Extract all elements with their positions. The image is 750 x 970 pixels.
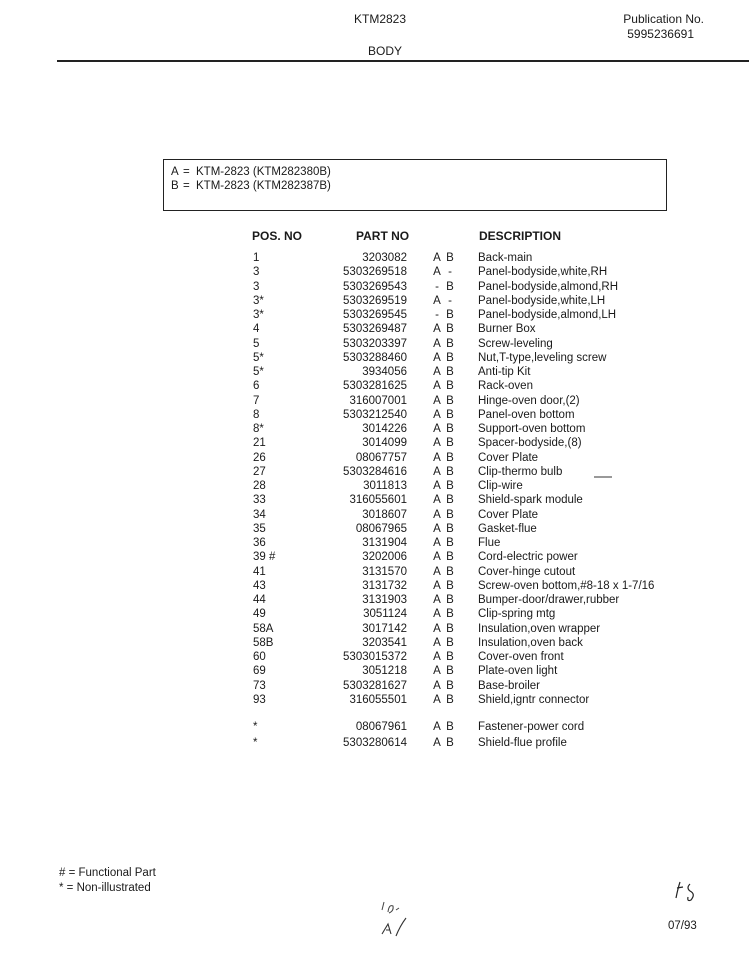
part-number: 316007001: [349, 394, 407, 407]
part-pos-number: 41: [253, 565, 266, 578]
part-description: Panel-bodyside,almond,LH: [478, 309, 617, 321]
legend-text: KTM-2823 (KTM282387B): [196, 180, 331, 192]
part-number: 3014099: [362, 437, 407, 450]
model-a-mark: A: [433, 551, 441, 564]
part-description: Screw-leveling: [478, 337, 553, 350]
part-pos-number: 73: [253, 679, 266, 692]
part-description: Back-main: [478, 252, 533, 264]
part-row: [0, 493, 750, 507]
part-number: 3017142: [362, 622, 407, 635]
model-a-mark: A: [433, 451, 441, 464]
part-description: Panel-bodyside,almond,RH: [478, 280, 618, 293]
part-number: 3051124: [363, 608, 407, 621]
model-a-mark: A: [433, 294, 441, 307]
part-number: 3202006: [362, 551, 407, 564]
model-a-mark: A: [433, 665, 441, 678]
model-b-mark: B: [446, 451, 454, 464]
model-a-mark: A: [433, 480, 441, 492]
part-pos-number: 3*: [253, 309, 264, 321]
part-description: Clip-thermo bulb: [478, 465, 563, 478]
part-pos-number: 7: [253, 394, 260, 407]
part-description: Nut,T-type,leveling screw: [478, 351, 607, 364]
part-row: [0, 351, 750, 365]
model-legend-box: [163, 159, 667, 211]
part-row: [0, 379, 750, 393]
part-pos-number: *: [253, 737, 258, 750]
model-a-mark: A: [433, 437, 441, 450]
part-row: [0, 636, 750, 650]
legend-text: KTM-2823 (KTM282380B): [196, 166, 331, 178]
model-a-mark: A: [433, 366, 441, 378]
part-row: [0, 622, 750, 636]
part-description: Panel-bodyside,white,LH: [478, 294, 606, 307]
model-a-mark: A: [433, 679, 441, 692]
model-b-mark: B: [446, 366, 454, 378]
column-header-part: PART NO: [356, 229, 410, 243]
part-description: Screw-oven bottom,#8-18 x 1-7/16: [478, 579, 655, 592]
handwritten-mark: [672, 878, 706, 904]
part-number: 08067961: [355, 721, 407, 733]
legend-equals: =: [183, 166, 190, 178]
part-number: 3131570: [362, 565, 407, 578]
part-number: 3934056: [362, 366, 407, 378]
part-row: [0, 265, 750, 279]
model-a-mark: A: [433, 252, 441, 264]
model-b-mark: B: [446, 565, 454, 578]
part-number: 5303212540: [343, 408, 407, 421]
part-row: [0, 522, 750, 536]
part-pos-number: 43: [253, 579, 266, 592]
part-row: [0, 550, 750, 564]
part-number: 3131732: [362, 579, 407, 592]
model-b-mark: B: [446, 679, 454, 692]
part-pos-number: 3: [253, 266, 260, 279]
part-number: 5303269487: [343, 323, 407, 336]
model-a-mark: -: [435, 280, 439, 293]
part-number: 5303284616: [343, 465, 407, 478]
part-description: Plate-oven light: [478, 665, 558, 678]
part-pos-number: 39 #: [253, 551, 276, 564]
part-pos-number: 3: [253, 280, 260, 293]
part-row: [0, 280, 750, 294]
part-description: Fastener-power cord: [478, 721, 585, 733]
part-description: Gasket-flue: [478, 522, 537, 535]
footnote-functional: # = Functional Part: [59, 867, 156, 879]
model-a-mark: A: [433, 423, 441, 435]
model-a-mark: A: [433, 380, 441, 393]
part-number: 5303281625: [343, 380, 407, 393]
model-b-mark: B: [446, 651, 454, 663]
part-pos-number: 6: [253, 380, 260, 393]
model-b-mark: B: [446, 594, 454, 606]
model-b-mark: B: [446, 622, 454, 635]
model-b-mark: B: [446, 480, 454, 492]
part-number: 3203541: [362, 636, 407, 649]
part-description: Anti-tip Kit: [478, 366, 531, 378]
model-b-mark: B: [446, 351, 454, 364]
part-pos-number: 5*: [253, 366, 264, 378]
model-b-mark: B: [446, 537, 454, 549]
part-description: Shield-spark module: [478, 494, 583, 507]
part-row: [0, 679, 750, 693]
part-row: [0, 593, 750, 607]
column-header-description: DESCRIPTION: [479, 229, 562, 243]
part-number: 5303280614: [343, 737, 407, 750]
part-number: 5303203397: [343, 337, 407, 350]
model-a-mark: A: [433, 579, 441, 592]
model-b-mark: B: [446, 337, 454, 350]
part-pos-number: 26: [253, 451, 266, 464]
part-number: 5303015372: [343, 651, 407, 663]
part-pos-number: 34: [253, 508, 266, 521]
model-b-mark: B: [446, 280, 454, 293]
part-row: [0, 664, 750, 678]
header-rule: [57, 60, 749, 62]
part-row: [0, 650, 750, 664]
footnote-non-illustrated: * = Non-illustrated: [59, 882, 151, 894]
part-pos-number: 58B: [253, 636, 274, 649]
part-row: [0, 736, 750, 750]
model-a-mark: A: [433, 693, 441, 706]
part-description: Base-broiler: [478, 679, 540, 692]
part-description: Cover-hinge cutout: [478, 565, 576, 578]
part-number: 3131903: [362, 594, 407, 606]
part-description: Bumper-door/drawer,rubber: [478, 594, 620, 606]
part-row: [0, 436, 750, 450]
part-number: 316055601: [349, 494, 407, 507]
part-description: Flue: [478, 537, 501, 549]
model-a-mark: A: [433, 537, 441, 549]
part-pos-number: 1: [253, 252, 260, 264]
publication-number: 5995236691: [627, 27, 694, 41]
model-a-mark: A: [433, 408, 441, 421]
part-pos-number: 5: [253, 337, 260, 350]
model-b-mark: B: [446, 665, 454, 678]
part-number: 08067757: [355, 451, 407, 464]
model-a-mark: A: [433, 337, 441, 350]
part-row: [0, 365, 750, 379]
part-number: 5303269543: [343, 280, 407, 293]
model-b-mark: -: [448, 294, 452, 307]
part-row: [0, 536, 750, 550]
section-title: BODY: [368, 44, 403, 58]
model-a-mark: A: [433, 508, 441, 521]
model-b-mark: B: [446, 465, 454, 478]
part-pos-number: 8*: [253, 423, 264, 435]
part-row: [0, 607, 750, 621]
part-number: 3051218: [362, 665, 407, 678]
part-pos-number: 35: [253, 522, 266, 535]
part-number: 5303269519: [343, 294, 407, 307]
model-b-mark: B: [446, 423, 454, 435]
parts-list: [0, 251, 750, 751]
part-description: Cover Plate: [478, 508, 539, 521]
model-a-mark: A: [433, 622, 441, 635]
part-number: 316055501: [349, 693, 407, 706]
model-b-mark: B: [446, 408, 454, 421]
part-pos-number: *: [253, 721, 258, 733]
part-number: 3014226: [362, 423, 407, 435]
part-pos-number: 5*: [253, 351, 264, 364]
legend-key: A: [171, 166, 179, 178]
model-a-mark: A: [433, 721, 441, 733]
model-b-mark: B: [446, 608, 454, 621]
model-a-mark: A: [433, 594, 441, 606]
part-number: 3131904: [362, 537, 407, 549]
legend-key: B: [171, 180, 179, 192]
part-description: Insulation,oven wrapper: [478, 622, 601, 635]
part-description: Clip-spring mtg: [478, 608, 556, 621]
part-row: [0, 422, 750, 436]
part-pos-number: 3*: [253, 294, 264, 307]
model-a-mark: A: [433, 394, 441, 407]
part-description: Spacer-bodyside,(8): [478, 437, 582, 450]
part-pos-number: 21: [253, 437, 266, 450]
part-row: [0, 479, 750, 493]
part-description: Burner Box: [478, 323, 536, 336]
part-row: [0, 693, 750, 707]
model-b-mark: B: [446, 437, 454, 450]
part-row: [0, 337, 750, 351]
model-b-mark: B: [446, 394, 454, 407]
model-a-mark: A: [433, 494, 441, 507]
part-description: Clip-wire: [478, 480, 523, 492]
part-number: 5303288460: [343, 351, 407, 364]
part-pos-number: 60: [253, 651, 266, 663]
model-a-mark: A: [433, 651, 441, 663]
stray-dash-mark: [592, 474, 616, 480]
part-pos-number: 28: [253, 480, 266, 492]
part-description: Hinge-oven door,(2): [478, 394, 580, 407]
part-number: 5303281627: [343, 679, 407, 692]
legend-line-a: [171, 165, 666, 179]
part-pos-number: 44: [253, 594, 266, 606]
legend-equals: =: [183, 180, 190, 192]
publication-label: Publication No.: [623, 12, 704, 26]
part-description: Shield-flue profile: [478, 737, 567, 750]
model-a-mark: A: [433, 522, 441, 535]
model-a-mark: A: [433, 351, 441, 364]
column-header-pos: POS. NO: [252, 229, 303, 243]
part-row: [0, 308, 750, 322]
model-b-mark: B: [446, 737, 454, 750]
part-pos-number: 33: [253, 494, 266, 507]
part-number: 08067965: [355, 522, 407, 535]
part-row: [0, 579, 750, 593]
part-row: [0, 408, 750, 422]
part-description: Cord-electric power: [478, 551, 578, 564]
model-a-mark: A: [433, 737, 441, 750]
part-row: [0, 251, 750, 265]
part-row: [0, 565, 750, 579]
model-a-mark: A: [433, 465, 441, 478]
part-pos-number: 69: [253, 665, 266, 678]
part-row: [0, 294, 750, 308]
model-b-mark: B: [446, 522, 454, 535]
model-a-mark: A: [433, 608, 441, 621]
part-description: Insulation,oven back: [478, 636, 583, 649]
part-pos-number: 58A: [253, 622, 274, 635]
model-b-mark: B: [446, 693, 454, 706]
model-b-mark: B: [446, 579, 454, 592]
model-b-mark: -: [448, 266, 452, 279]
part-description: Panel-bodyside,white,RH: [478, 266, 608, 279]
part-number: 3018607: [362, 508, 407, 521]
part-description: Support-oven bottom: [478, 423, 586, 435]
part-row: [0, 465, 750, 479]
part-description: Panel-oven bottom: [478, 408, 575, 421]
part-description: Shield,igntr connector: [478, 693, 590, 706]
part-row: [0, 394, 750, 408]
part-row: [0, 322, 750, 336]
part-number: 3011813: [363, 480, 407, 492]
part-row: [0, 508, 750, 522]
part-number: 5303269518: [343, 266, 407, 279]
model-b-mark: B: [446, 380, 454, 393]
part-pos-number: 36: [253, 537, 266, 549]
model-b-mark: B: [446, 323, 454, 336]
model-number: KTM2823: [354, 12, 407, 26]
part-row: [0, 451, 750, 465]
part-number: 5303269545: [343, 309, 407, 321]
model-b-mark: B: [446, 721, 454, 733]
model-a-mark: A: [433, 266, 441, 279]
model-a-mark: A: [433, 636, 441, 649]
part-pos-number: 8: [253, 408, 260, 421]
model-b-mark: B: [446, 494, 454, 507]
model-a-mark: A: [433, 565, 441, 578]
model-b-mark: B: [446, 309, 454, 321]
part-pos-number: 27: [253, 465, 266, 478]
model-b-mark: B: [446, 636, 454, 649]
handwritten-initials: [374, 896, 414, 942]
part-description: Cover Plate: [478, 451, 539, 464]
legend-line-b: [171, 179, 666, 193]
part-number: 3203082: [362, 252, 407, 264]
model-b-mark: B: [446, 252, 454, 264]
part-row: [0, 720, 750, 734]
revision-date: 07/93: [668, 920, 697, 932]
part-pos-number: 93: [253, 693, 266, 706]
model-a-mark: -: [435, 309, 439, 321]
part-pos-number: 49: [253, 608, 266, 621]
part-pos-number: 4: [253, 323, 260, 336]
model-b-mark: B: [446, 551, 454, 564]
model-b-mark: B: [446, 508, 454, 521]
part-description: Cover-oven front: [478, 651, 564, 663]
model-a-mark: A: [433, 323, 441, 336]
part-description: Rack-oven: [478, 380, 533, 393]
